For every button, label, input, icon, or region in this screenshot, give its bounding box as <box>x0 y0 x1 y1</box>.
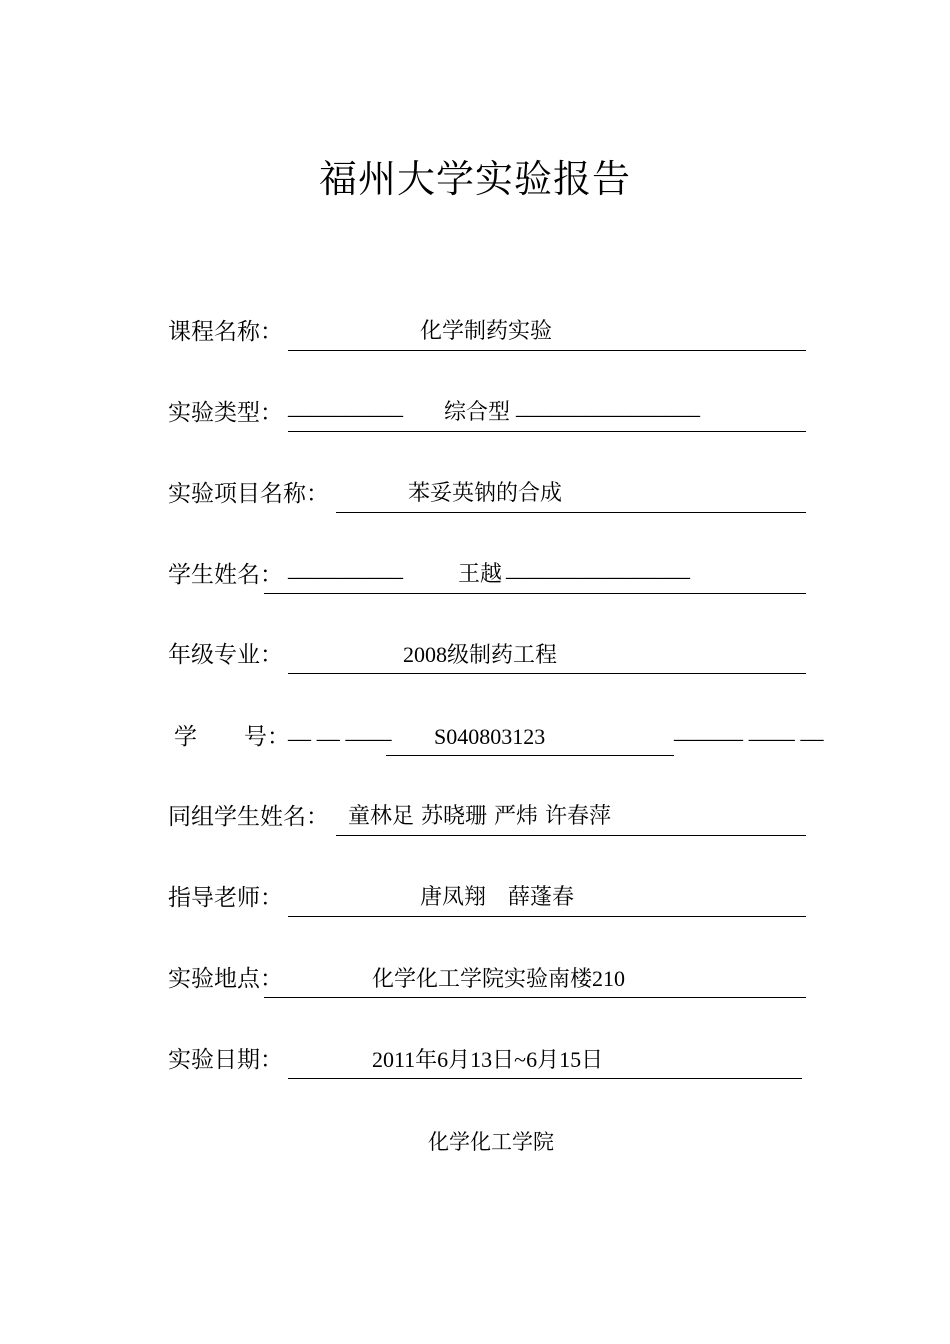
student-id-field <box>168 718 824 762</box>
student-id-label-a: 学 <box>174 724 197 750</box>
type-label: 实验类型： <box>168 400 283 426</box>
advisor-field <box>168 883 808 923</box>
date-label: 实验日期： <box>168 1047 283 1073</box>
student-id-blank-post: ______ ____ __ <box>674 718 824 743</box>
type-blank-pre: __________ <box>288 394 403 419</box>
advisor-label: 指导老师： <box>168 885 283 911</box>
student-blank-post: ________________ <box>506 556 690 581</box>
grade-field <box>168 640 808 680</box>
student-id-label-b: 号： <box>244 724 290 750</box>
course-value: 化学制药实验 <box>420 319 553 344</box>
student-field <box>168 556 808 600</box>
student-value: 王越 <box>458 562 503 587</box>
student-id-value: S040803123 <box>434 724 546 749</box>
course-underline <box>288 350 806 351</box>
project-label: 实验项目名称： <box>168 481 329 507</box>
date-value: 2011年6月13日~6月15日 <box>372 1047 604 1072</box>
report-title: 福州大学实验报告 <box>318 157 631 201</box>
grade-underline <box>288 673 806 674</box>
type-blank-post: ________________ <box>516 394 700 419</box>
type-underline <box>288 431 806 432</box>
project-value: 苯妥英钠的合成 <box>408 481 563 506</box>
location-value: 化学化工学院实验南楼210 <box>372 966 626 991</box>
student-label: 学生姓名： <box>168 562 283 588</box>
student-blank-pre: __________ <box>288 556 403 581</box>
student-underline <box>264 593 806 594</box>
group-value: 童林足 苏晓珊 严炜 许春萍 <box>348 804 611 829</box>
grade-label: 年级专业： <box>168 642 283 668</box>
date-field <box>168 1045 808 1085</box>
project-field <box>168 479 808 519</box>
advisor-underline <box>288 916 806 917</box>
location-underline <box>264 997 806 998</box>
course-label: 课程名称： <box>168 319 283 345</box>
type-field <box>168 394 808 438</box>
group-label: 同组学生姓名： <box>168 804 329 830</box>
student-id-underline <box>386 755 674 756</box>
course-field <box>168 317 808 357</box>
advisor-value: 唐凤翔 薛蓬春 <box>420 885 575 910</box>
location-label: 实验地点： <box>168 966 283 992</box>
group-field <box>168 802 808 842</box>
college-name: 化学化工学院 <box>428 1130 554 1154</box>
location-field <box>168 964 808 1004</box>
project-underline <box>336 512 806 513</box>
date-underline <box>288 1078 802 1079</box>
type-value: 综合型 <box>444 400 511 425</box>
student-id-blank-pre: __ __ ____ <box>288 718 392 743</box>
grade-value: 2008级制药工程 <box>403 642 558 667</box>
group-underline <box>336 835 806 836</box>
